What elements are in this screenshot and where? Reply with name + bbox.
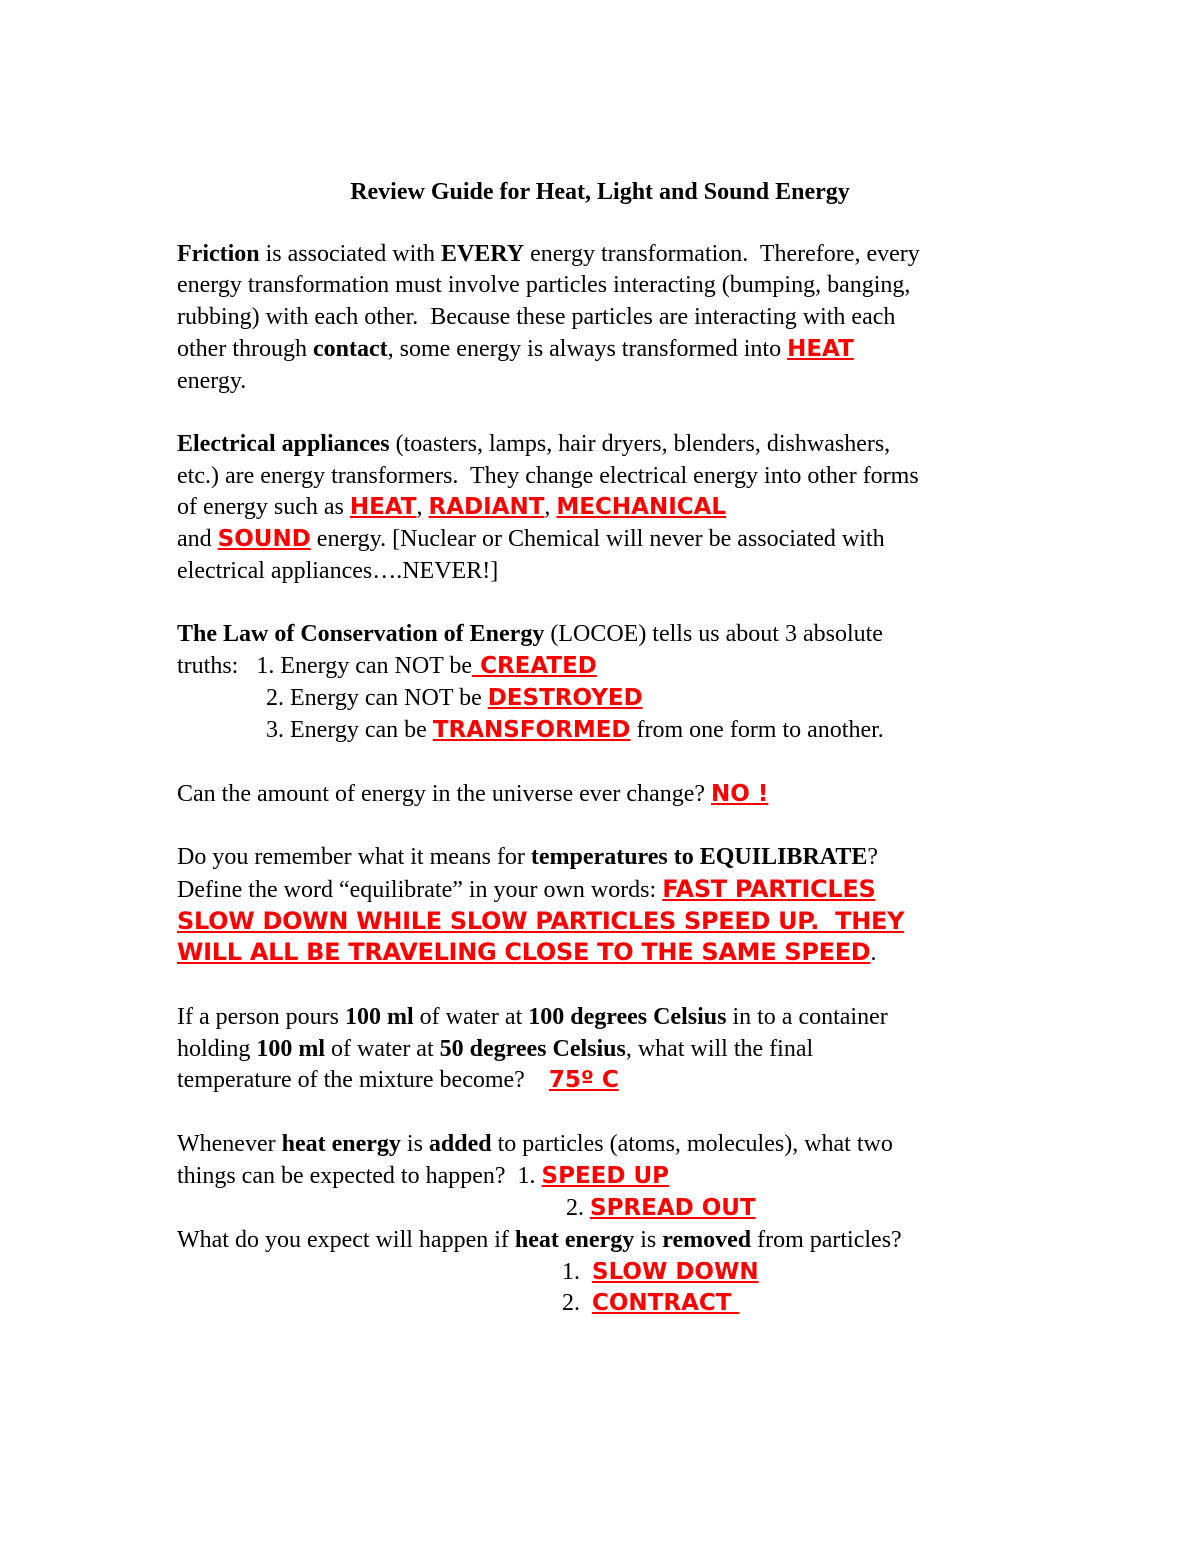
locoe-line-4: 3. Energy can be TRANSFORMED from one form to another. [266, 717, 884, 743]
friction-line-1: Friction is associated with EVERY energy transformation. Therefore, every [177, 241, 920, 267]
locoe-line-2: truths: 1. Energy can NOT be CREATED [177, 653, 597, 679]
answer-sound: SOUND [217, 526, 311, 552]
answer-spread-out: SPREAD OUT [590, 1195, 756, 1221]
mixture-line-1: If a person pours 100 ml of water at 100 degrees Celsius in to a container [177, 1004, 888, 1030]
heat-added-line-2: things can be expected to happen? 1. SPEED UP [177, 1163, 670, 1189]
answer-equilibrate-part-1: FAST PARTICLES [662, 875, 876, 903]
electrical-line-4: and SOUND energy. [Nuclear or Chemical will never be associated with [177, 526, 885, 552]
heat-removed-line-2: 1. SLOW DOWN [562, 1259, 759, 1285]
every-term: EVERY [440, 241, 525, 267]
locoe-line-1: The Law of Conservation of Energy (LOCOE) tells us about 3 absolute [177, 621, 883, 647]
mixture-line-2: holding 100 ml of water at 50 degrees Celsius, what will the final [177, 1036, 814, 1062]
universe-question: Can the amount of energy in the universe ever change? NO ! [177, 781, 769, 807]
friction-line-2: energy transformation must involve particles interacting (bumping, banging, [177, 272, 911, 298]
electrical-line-1: Electrical appliances (toasters, lamps, hair dryers, blenders, dishwashers, [177, 431, 891, 457]
heat-removed-line-3: 2. CONTRACT [562, 1290, 740, 1316]
equilibrate-term: temperatures to EQUILIBRATE [530, 844, 868, 870]
answer-no: NO ! [711, 781, 769, 807]
answer-equilibrate-part-2: SLOW DOWN WHILE SLOW PARTICLES SPEED UP. THEY [177, 907, 905, 935]
answer-radiant: RADIANT [428, 494, 545, 520]
electrical-line-5: electrical appliances….NEVER!] [177, 558, 499, 584]
answer-slow-down: SLOW DOWN [592, 1259, 759, 1285]
contact-term: contact [312, 336, 388, 362]
locoe-term: The Law of Conservation of Energy [177, 621, 545, 647]
equilibrate-line-3 [177, 905, 904, 938]
electrical-line-2: etc.) are energy transformers. They change electrical energy into other forms [177, 463, 919, 489]
answer-destroyed: DESTROYED [487, 685, 643, 711]
heat-added-line-1: Whenever heat energy is added to particles (atoms, molecules), what two [177, 1131, 893, 1157]
electrical-appliances-term: Electrical appliances [177, 431, 390, 457]
friction-line-4: other through contact, some energy is always transformed into HEAT [177, 336, 854, 362]
answer-heat-2: HEAT [349, 494, 417, 520]
answer-equilibrate-part-3: WILL ALL BE TRAVELING CLOSE TO THE SAME SPEED [177, 938, 871, 966]
friction-line-5: energy. [177, 368, 247, 394]
equilibrate-line-4: WILL ALL BE TRAVELING CLOSE TO THE SAME SPEED. [177, 938, 877, 966]
page-title: Review Guide for Heat, Light and Sound Energy [350, 179, 850, 205]
mixture-line-3: temperature of the mixture become? 75º C [177, 1067, 619, 1093]
heat-removed-line-1: What do you expect will happen if heat energy is removed from particles? [177, 1227, 902, 1253]
heat-added-line-3: 2. SPREAD OUT [566, 1195, 756, 1221]
answer-speed-up: SPEED UP [541, 1163, 670, 1189]
locoe-line-3: 2. Energy can NOT be DESTROYED [266, 685, 643, 711]
answer-mechanical: MECHANICAL [556, 494, 727, 520]
answer-contract: CONTRACT [592, 1290, 740, 1316]
friction-line-3: rubbing) with each other. Because these particles are interacting with each [177, 304, 896, 330]
friction-term: Friction [177, 241, 260, 267]
answer-transformed: TRANSFORMED [432, 717, 631, 743]
answer-created: CREATED [472, 653, 597, 679]
electrical-line-3: of energy such as HEAT, RADIANT, MECHANICAL [177, 494, 727, 520]
answer-heat: HEAT [787, 336, 854, 362]
answer-75c: 75º C [548, 1067, 619, 1093]
equilibrate-line-1: Do you remember what it means for temperatures to EQUILIBRATE? [177, 844, 878, 870]
equilibrate-line-2: Define the word “equilibrate” in your own words: FAST PARTICLES [177, 875, 876, 903]
